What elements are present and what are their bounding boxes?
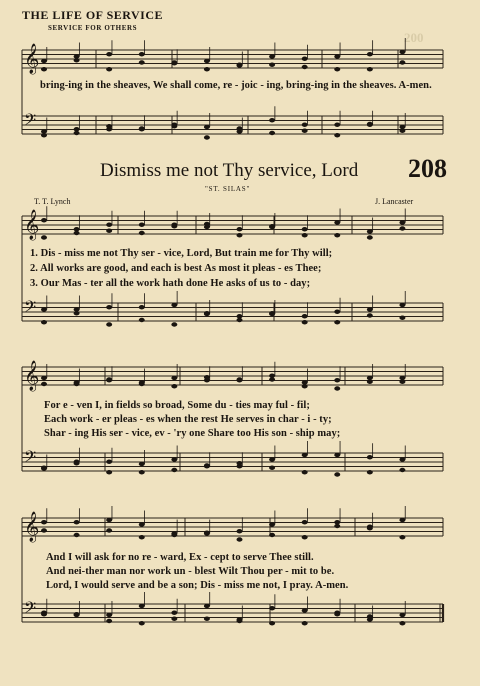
system-1-bass-note: [367, 313, 373, 317]
system-3-bass-note: [171, 611, 177, 615]
system-3-bass-note: [237, 619, 243, 623]
section-subtitle: SERVICE FOR OTHERS: [48, 24, 138, 32]
verse-1-line-1: 1. Dis - miss me not Thy ser - vice, Lord, But train me for Thy will;: [30, 248, 333, 259]
system-3-bass-note: [204, 617, 210, 621]
system-3-bass-note: [106, 619, 112, 623]
system-3-bass-note: [302, 608, 308, 612]
top-system-treble-note: [367, 67, 373, 71]
system-3-treble-note: [237, 529, 243, 533]
system-3-treble-note: [302, 535, 308, 539]
verse-3-line-3: Lord, I would serve and be a son; Dis - miss me not, I pray. A-men.: [46, 580, 349, 591]
system-3-treble-note: [139, 522, 145, 526]
treble-clef-icon: 𝄞: [24, 512, 40, 542]
system-1-treble-note: [367, 235, 373, 239]
system-3-bass-note: [204, 604, 210, 608]
author: T. T. Lynch: [34, 197, 71, 206]
system-2-bass-note: [334, 453, 340, 457]
top-system-treble-note: [269, 54, 275, 58]
system-1-treble-note: [106, 229, 112, 233]
bleed-through-page-number: 200: [404, 30, 424, 45]
verse-2-line-2: Each work - er pleas - es when the rest He serves in char - i - ty;: [44, 414, 332, 425]
system-2-treble-note: [367, 376, 373, 380]
system-1-treble-note: [237, 227, 243, 231]
system-1-bass-note: [399, 316, 405, 320]
system-3-treble-note: [302, 520, 308, 524]
top-system-treble-note: [399, 60, 405, 64]
system-3-treble-note: [74, 520, 80, 524]
top-system-bass-note: [41, 133, 47, 137]
bass-clef-icon: 𝄢: [24, 448, 37, 470]
system-2-treble-note: [237, 377, 243, 381]
system-1-treble-note: [237, 233, 243, 237]
system-1-treble-note: [334, 220, 340, 224]
hymn-title: Dismiss me not Thy service, Lord: [100, 160, 359, 181]
top-system-bass-note: [302, 123, 308, 127]
system-2-bass-note: [269, 457, 275, 461]
top-system-treble-note: [367, 52, 373, 56]
system-3-bass-note: [74, 612, 80, 616]
system-3-bass-note: [106, 613, 112, 617]
top-system-treble-note: [204, 67, 210, 71]
treble-clef-icon: 𝄞: [24, 361, 40, 391]
system-1-bass-note: [74, 307, 80, 311]
system-1-treble-note: [139, 223, 145, 227]
system-2-treble-note: [302, 380, 308, 384]
system-3-treble-note: [106, 528, 112, 532]
system-3-treble-note: [237, 537, 243, 541]
system-2-bass-note: [367, 470, 373, 474]
system-1-treble-note: [171, 224, 177, 228]
top-system-treble-note: [106, 67, 112, 71]
system-1-bass-note: [237, 318, 243, 322]
system-3-bass-note: [302, 621, 308, 625]
system-1-bass-note: [106, 305, 112, 309]
system-2-treble-note: [399, 376, 405, 380]
system-2-treble-note: [41, 382, 47, 386]
top-system-treble-note: [237, 63, 243, 67]
system-2-bass-note: [399, 468, 405, 472]
system-3-bass-note: [269, 621, 275, 625]
system-2-treble-note: [367, 380, 373, 384]
system-2-bass-note: [204, 463, 210, 467]
bass-clef-icon: 𝄢: [24, 111, 37, 133]
system-1-bass-note: [302, 320, 308, 324]
system-2-bass-note: [237, 461, 243, 465]
top-system-bass-note: [399, 129, 405, 133]
system-2-bass-note: [367, 455, 373, 459]
system-1-bass-note: [237, 314, 243, 318]
system-2-treble-note: [74, 382, 80, 386]
top-system-bass-note: [106, 124, 112, 128]
top-system-treble-note: [269, 63, 275, 67]
top-system-treble-note: [74, 58, 80, 62]
verse-1-line-3: And I will ask for no re - ward, Ex - cept to serve Thee still.: [46, 552, 314, 563]
hymn-number: 208: [408, 154, 447, 183]
system-3-bass-note: [269, 606, 275, 610]
system-3-bass-note: [367, 614, 373, 618]
system-2-bass-note: [41, 466, 47, 470]
system-1-bass-note: [334, 320, 340, 324]
system-3-treble-note: [269, 522, 275, 526]
top-system-treble-note: [204, 59, 210, 63]
system-3-treble-note: [74, 533, 80, 537]
bass-clef-icon: 𝄢: [24, 298, 37, 320]
top-system-treble-note: [334, 54, 340, 58]
system-1-bass-note: [41, 307, 47, 311]
lyric-line-top: bring-ing in the sheaves, We shall come, re - joic - ing, bring-ing in the sheaves. A-men.: [40, 80, 432, 91]
system-2-treble-note: [204, 375, 210, 379]
top-system-treble-note: [41, 59, 47, 63]
top-system-treble-note: [41, 67, 47, 71]
top-system-bass-note: [269, 118, 275, 122]
system-2-treble-note: [171, 376, 177, 380]
system-2-bass-note: [399, 457, 405, 461]
system-2-treble-note: [269, 377, 275, 381]
system-1-bass-note: [106, 322, 112, 326]
bass-clef-icon: 𝄢: [24, 599, 37, 621]
system-3-treble-note: [204, 531, 210, 535]
system-3-treble-note: [334, 524, 340, 528]
top-system-treble-note: [399, 50, 405, 54]
system-3-bass-note: [139, 621, 145, 625]
treble-clef-icon: 𝄞: [24, 210, 40, 240]
section-title: THE LIFE OF SERVICE: [22, 8, 163, 22]
system-1-treble-note: [399, 226, 405, 230]
top-system-bass-note: [139, 126, 145, 130]
system-3-bass-note: [171, 617, 177, 621]
top-system-bass-note: [367, 122, 373, 126]
top-system-bass-note: [204, 135, 210, 139]
system-2-bass-note: [139, 470, 145, 474]
system-1-bass-note: [74, 311, 80, 315]
system-1-bass-note: [171, 303, 177, 307]
system-1-treble-note: [367, 229, 373, 233]
system-3-treble-note: [106, 518, 112, 522]
top-system-treble-note: [74, 54, 80, 58]
system-2-treble-note: [41, 376, 47, 380]
system-3-bass-note: [139, 604, 145, 608]
system-1-treble-note: [74, 227, 80, 231]
system-2-treble-note: [139, 382, 145, 386]
system-1-treble-note: [302, 233, 308, 237]
system-1-bass-note: [204, 311, 210, 315]
system-2-treble-note: [302, 384, 308, 388]
system-3-treble-note: [139, 535, 145, 539]
system-1-bass-note: [269, 311, 275, 315]
system-3-bass-note: [41, 612, 47, 616]
system-2-treble-note: [399, 380, 405, 384]
system-2-bass-note: [106, 460, 112, 464]
system-3-treble-note: [399, 535, 405, 539]
system-1-bass-note: [171, 322, 177, 326]
verse-3-line-1: 3. Our Mas - ter all the work hath done He asks of us to - day;: [30, 278, 311, 289]
top-system-bass-note: [302, 129, 308, 133]
top-system-bass-note: [171, 124, 177, 128]
system-3-treble-note: [399, 518, 405, 522]
treble-clef-icon: 𝄞: [24, 44, 40, 74]
top-system-bass-note: [237, 126, 243, 130]
top-system-bass-note: [74, 131, 80, 135]
top-system-treble-note: [334, 67, 340, 71]
top-system-bass-note: [399, 125, 405, 129]
verse-1-line-2: For e - ven I, in fields so broad, Some du - ties may ful - fil;: [44, 400, 310, 411]
verse-2-line-1: 2. All works are good, and each is best As most it pleas - es Thee;: [30, 263, 322, 274]
system-2-treble-note: [334, 386, 340, 390]
system-1-treble-note: [41, 218, 47, 222]
system-2-bass-note: [106, 470, 112, 474]
system-2-treble-note: [171, 384, 177, 388]
system-1-bass-note: [367, 307, 373, 311]
system-2-bass-note: [302, 470, 308, 474]
composer: J. Lancaster: [375, 197, 414, 206]
system-1-treble-note: [74, 231, 80, 235]
system-2-bass-note: [171, 457, 177, 461]
system-1-bass-note: [139, 305, 145, 309]
top-system-bass-note: [334, 133, 340, 137]
system-3-bass-note: [334, 612, 340, 616]
system-3-treble-note: [269, 533, 275, 537]
system-3-treble-note: [41, 520, 47, 524]
top-system-treble-note: [106, 52, 112, 56]
system-1-bass-note: [399, 303, 405, 307]
system-2-bass-note: [269, 466, 275, 470]
top-system-bass-note: [269, 131, 275, 135]
system-3-treble-note: [171, 533, 177, 537]
system-1-treble-note: [106, 223, 112, 227]
system-2-bass-note: [334, 472, 340, 476]
system-3-bass-note: [399, 613, 405, 617]
top-system-bass-note: [74, 127, 80, 131]
system-1-bass-note: [41, 320, 47, 324]
system-1-treble-note: [139, 231, 145, 235]
system-1-treble-note: [399, 220, 405, 224]
system-1-treble-note: [302, 227, 308, 231]
top-system-treble-note: [139, 60, 145, 64]
system-3-treble-note: [334, 520, 340, 524]
top-system-bass-note: [41, 129, 47, 133]
top-system-bass-note: [204, 125, 210, 129]
system-1-bass-note: [139, 318, 145, 322]
system-1-treble-note: [41, 235, 47, 239]
system-2-bass-note: [74, 461, 80, 465]
top-system-treble-note: [139, 52, 145, 56]
top-system-treble-note: [302, 65, 308, 69]
system-1-treble-note: [334, 233, 340, 237]
system-2-bass-note: [139, 462, 145, 466]
system-2-treble-note: [106, 377, 112, 381]
system-2-bass-note: [171, 468, 177, 472]
system-3-bass-note: [399, 621, 405, 625]
system-1-bass-note: [334, 310, 340, 314]
system-1-bass-note: [302, 314, 308, 318]
system-2-treble-note: [269, 374, 275, 378]
top-system-treble-note: [171, 60, 177, 64]
verse-3-line-2: Shar - ing His ser - vice, ev - 'ry one Share too His son - ship may;: [44, 428, 341, 439]
top-system-treble-note: [302, 57, 308, 61]
verse-2-line-3: And nei-ther man nor work un - blest Wilt Thou per - mit to be.: [46, 566, 335, 577]
system-3-treble-note: [367, 526, 373, 530]
system-1-treble-note: [269, 224, 275, 228]
system-2-bass-note: [302, 453, 308, 457]
system-1-treble-note: [204, 222, 210, 226]
system-3-treble-note: [41, 528, 47, 532]
tune-name: "ST. SILAS": [205, 185, 251, 193]
system-2-treble-note: [334, 378, 340, 382]
top-system-bass-note: [334, 123, 340, 127]
